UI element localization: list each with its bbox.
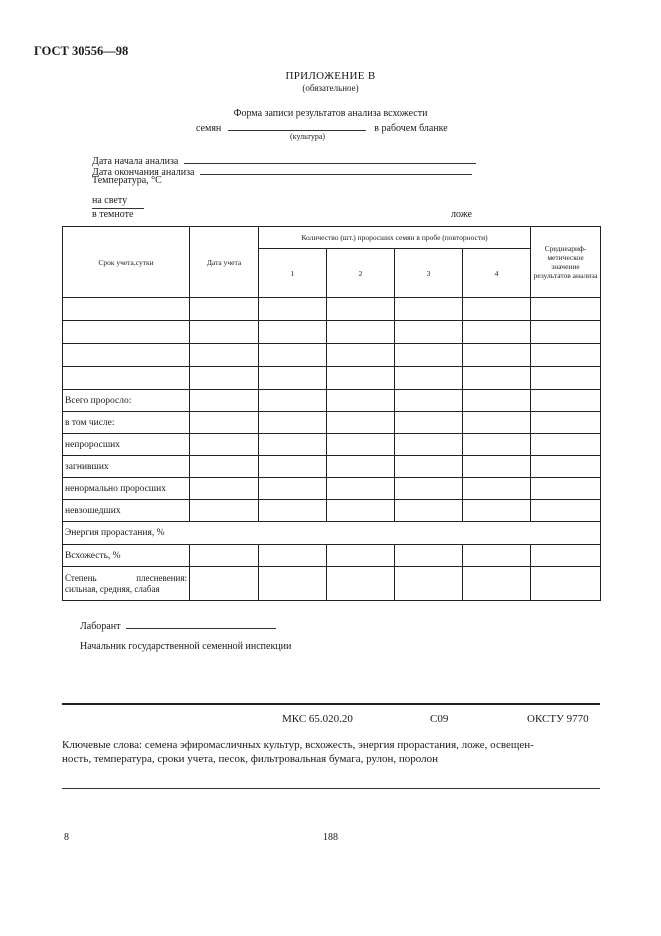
table-cell[interactable] <box>463 456 531 478</box>
table-cell[interactable] <box>395 321 463 344</box>
table-cell[interactable] <box>463 434 531 456</box>
table-cell[interactable] <box>531 367 601 390</box>
table-cell[interactable] <box>327 500 395 522</box>
table-cell[interactable] <box>531 298 601 321</box>
footer-divider <box>62 703 600 705</box>
page-number-center: 188 <box>323 832 338 843</box>
table-cell[interactable] <box>531 456 601 478</box>
row-germination-label: Всхожесть, % <box>63 545 190 567</box>
bed-label: ложе <box>451 209 472 220</box>
table-cell[interactable] <box>63 321 190 344</box>
table-cell[interactable] <box>395 545 463 567</box>
table-cell[interactable] <box>463 478 531 500</box>
table-cell[interactable] <box>190 298 259 321</box>
table-cell[interactable] <box>463 367 531 390</box>
table-cell[interactable] <box>531 390 601 412</box>
row-abnormal-label: ненормально проросших <box>63 478 190 500</box>
table-cell[interactable] <box>463 298 531 321</box>
table-cell[interactable] <box>190 500 259 522</box>
table-cell[interactable] <box>463 545 531 567</box>
table-cell[interactable] <box>190 321 259 344</box>
row-including-label: в том числе: <box>63 412 190 434</box>
table-cell[interactable] <box>190 412 259 434</box>
table-cell[interactable] <box>259 434 327 456</box>
header-date: Дата учета <box>190 227 259 298</box>
table-cell[interactable] <box>327 367 395 390</box>
table-cell[interactable] <box>463 321 531 344</box>
table-cell[interactable] <box>327 434 395 456</box>
table-cell[interactable] <box>259 478 327 500</box>
mold-word1: Степень <box>65 572 97 583</box>
table-cell[interactable] <box>63 344 190 367</box>
row-germination <box>63 545 601 567</box>
table-cell[interactable] <box>531 478 601 500</box>
table-cell[interactable] <box>531 500 601 522</box>
table-cell[interactable] <box>190 456 259 478</box>
table-cell[interactable] <box>259 367 327 390</box>
table-cell[interactable] <box>259 412 327 434</box>
header-replicate-2: 2 <box>327 249 395 298</box>
table-cell[interactable] <box>463 567 531 601</box>
seeds-suffix: в рабочем бланке <box>374 123 448 134</box>
c09-code: С09 <box>430 713 449 725</box>
seeds-prefix: семян <box>196 123 222 134</box>
table-cell[interactable] <box>259 567 327 601</box>
table-cell[interactable] <box>259 298 327 321</box>
table-cell[interactable] <box>327 344 395 367</box>
table-cell[interactable] <box>531 344 601 367</box>
table-cell[interactable] <box>395 456 463 478</box>
document-code: ГОСТ 30556—98 <box>34 44 129 58</box>
table-cell[interactable] <box>463 412 531 434</box>
keywords-line-1: Ключевые слова: семена эфиромасличных культур, всхожесть, энергия прорастания, ложе, освещен- <box>62 739 534 751</box>
culture-hint: (культура) <box>290 132 326 141</box>
table-cell[interactable] <box>190 478 259 500</box>
table-cell[interactable] <box>395 500 463 522</box>
header-replicate-3: 3 <box>395 249 463 298</box>
chief-label: Начальник государственной семенной инспекции <box>80 641 292 652</box>
keywords-line-2: ность, температура, сроки учета, песок, фильтровальная бумага, рулон, поролон <box>62 753 439 765</box>
lab-signature <box>80 618 276 632</box>
table-cell[interactable] <box>531 321 601 344</box>
end-date-label: Дата окончания анализа <box>92 167 195 178</box>
mold-label-line1 <box>65 573 187 584</box>
row-total-label: Всего проросло: <box>63 390 190 412</box>
table-cell[interactable] <box>259 390 327 412</box>
lab-label: Лаборант <box>80 621 121 632</box>
header-average: Среднеариф-метическое значение результатов анализа <box>531 227 601 298</box>
table-cell[interactable] <box>259 500 327 522</box>
row-ungerminated <box>63 434 601 456</box>
table-cell[interactable] <box>327 456 395 478</box>
table-cell[interactable] <box>327 298 395 321</box>
table-cell[interactable] <box>531 545 601 567</box>
in-light-label: на свету <box>92 195 128 206</box>
table-cell[interactable] <box>63 367 190 390</box>
row-unsprouted <box>63 500 601 522</box>
table-cell[interactable] <box>327 567 395 601</box>
appendix-title: ПРИЛОЖЕНИЕ В <box>285 70 376 82</box>
table-cell[interactable] <box>395 298 463 321</box>
table-cell[interactable] <box>327 390 395 412</box>
row-mold-label <box>63 567 190 601</box>
table-cell[interactable] <box>395 390 463 412</box>
table-cell[interactable] <box>531 567 601 601</box>
row-mold <box>63 567 601 601</box>
in-dark-label: в темноте <box>92 209 134 220</box>
start-date-blank[interactable] <box>184 153 476 164</box>
row-including <box>63 412 601 434</box>
lab-signature-blank[interactable] <box>126 618 276 629</box>
header-replicate-1: 1 <box>259 249 327 298</box>
end-date-blank[interactable] <box>200 164 472 175</box>
table-cell[interactable] <box>395 567 463 601</box>
table-cell[interactable] <box>190 434 259 456</box>
table-cell[interactable] <box>463 390 531 412</box>
row-energy-label: Энергия прорастания, % <box>63 522 601 545</box>
page-number-left: 8 <box>64 832 69 843</box>
table-cell[interactable] <box>327 545 395 567</box>
header-replicate-4: 4 <box>463 249 531 298</box>
table-cell[interactable] <box>63 298 190 321</box>
row-ungerminated-label: непроросших <box>63 434 190 456</box>
keywords-divider <box>62 788 600 789</box>
temperature-label: Температура, °С <box>92 175 162 186</box>
table-cell[interactable] <box>395 478 463 500</box>
table-cell[interactable] <box>395 434 463 456</box>
table-cell[interactable] <box>531 412 601 434</box>
header-period: Срок учета,сутки <box>63 227 190 298</box>
row-rotten <box>63 456 601 478</box>
table-cell[interactable] <box>259 545 327 567</box>
table-row <box>63 321 601 344</box>
table-cell[interactable] <box>531 434 601 456</box>
table-cell[interactable] <box>190 567 259 601</box>
mold-label-line2: сильная, средняя, слабая <box>65 583 160 594</box>
row-total <box>63 390 601 412</box>
table-row <box>63 298 601 321</box>
table-cell[interactable] <box>463 344 531 367</box>
table-row <box>63 367 601 390</box>
table-cell[interactable] <box>259 321 327 344</box>
appendix-subtitle: (обязательное) <box>302 83 359 93</box>
row-unsprouted-label: невзошедших <box>63 500 190 522</box>
row-abnormal <box>63 478 601 500</box>
table-cell[interactable] <box>395 367 463 390</box>
table-cell[interactable] <box>190 390 259 412</box>
culture-blank[interactable] <box>228 120 366 131</box>
start-date-label: Дата начала анализа <box>92 156 179 167</box>
mks-code: МКС 65.020.20 <box>282 713 353 725</box>
table-cell[interactable] <box>395 344 463 367</box>
results-table <box>62 226 601 601</box>
table-cell[interactable] <box>259 344 327 367</box>
table-cell[interactable] <box>327 478 395 500</box>
row-energy <box>63 522 601 545</box>
mold-word2: плесневения: <box>136 572 187 583</box>
table-cell[interactable] <box>327 321 395 344</box>
table-cell[interactable] <box>327 412 395 434</box>
form-title: Форма записи результатов анализа всхожести <box>233 108 428 119</box>
table-cell[interactable] <box>463 500 531 522</box>
table-cell[interactable] <box>190 367 259 390</box>
row-rotten-label: загнивших <box>63 456 190 478</box>
header-quantity: Количество (шт.) проросших семян в пробе (повторности) <box>259 227 531 249</box>
table-cell[interactable] <box>395 412 463 434</box>
oksty-code: ОКСТУ 9770 <box>527 713 589 725</box>
table-cell[interactable] <box>190 545 259 567</box>
table-cell[interactable] <box>190 344 259 367</box>
table-cell[interactable] <box>259 456 327 478</box>
table-row <box>63 344 601 367</box>
